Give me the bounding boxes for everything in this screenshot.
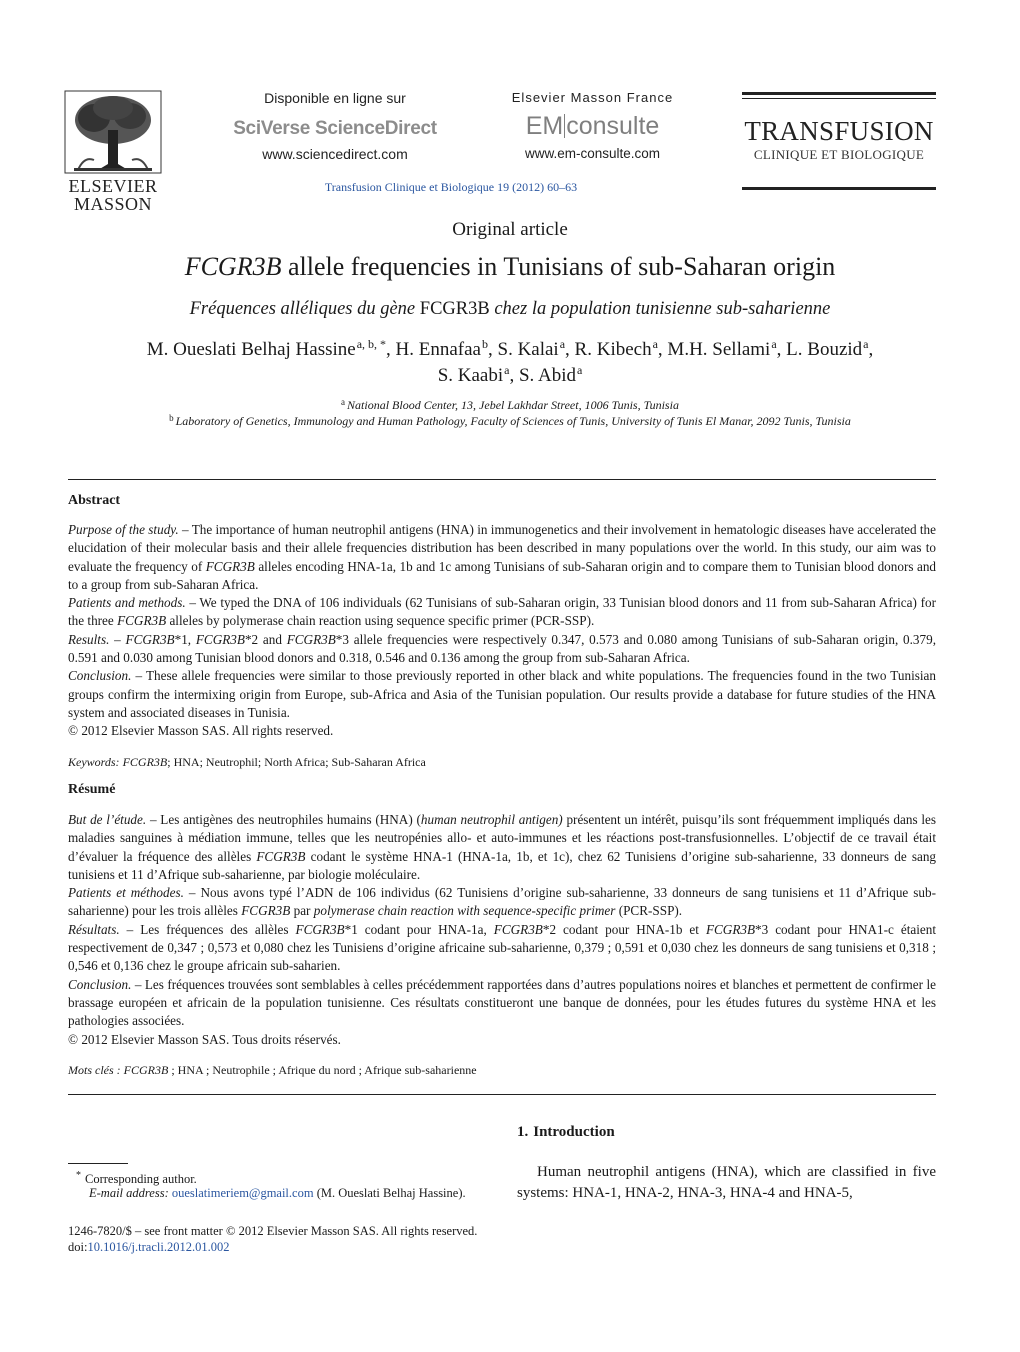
- author-affiliation-mark: a: [504, 363, 510, 377]
- affiliation-text: National Blood Center, 13, Jebel Lakhdar Street, 1006 Tunis, Tunisia: [347, 398, 679, 412]
- affiliation-mark: b: [169, 413, 174, 423]
- email-owner: (M. Oueslati Belhaj Hassine).: [313, 1186, 466, 1200]
- journal-logo: [742, 92, 936, 192]
- author-affiliation-mark: a: [559, 337, 566, 351]
- italic-run: human neutrophil antigen): [420, 812, 563, 827]
- article-title: [60, 252, 960, 282]
- consulte-logo-part: consulte: [566, 112, 660, 140]
- abstract-bottom-rule: [68, 1094, 936, 1095]
- sciencedirect-link[interactable]: www.sciencedirect.com: [262, 146, 408, 162]
- author-affiliation-mark: a: [863, 337, 869, 351]
- affiliation-b: [60, 413, 960, 429]
- doi-note: [68, 1240, 229, 1255]
- author-name: S. Kalai: [497, 339, 559, 360]
- masson-wordmark: MASSON: [73, 194, 153, 214]
- tree-emblem-icon: [64, 90, 162, 174]
- text-run: *3 allele frequencies were respectively 0.347, 0.573 and 0.080 among Tunisians of sub-Saharan origin, 0.379, 0.591 and 0.030 among Tunisian blood donors and 0.318, 0.546 and 0.136 among the group from sub-Saharan Africa.: [68, 631, 937, 666]
- paragraph: [68, 631, 936, 668]
- italic-run: Résultats.: [68, 921, 120, 937]
- section-title: Introduction: [533, 1124, 615, 1140]
- mots-cles: [68, 1063, 936, 1078]
- author-name: R. Kibech: [574, 339, 652, 360]
- keywords-list: [123, 755, 426, 769]
- journal-rule-top-thin: [742, 98, 936, 99]
- article-type: Original article: [452, 219, 568, 240]
- email-link[interactable]: oueslatimeriem@gmail.com: [171, 1186, 314, 1200]
- italic-run: FCGR3B: [493, 921, 543, 937]
- text-run: – The importance of human neutrophil antigens (HNA) in immunogenetics and their involvement in hematologic diseases have accelerated the elucidation of their molecular basis and their allele frequencies distribution has been described in many populations over the world. In this study, our aim was to evaluate the frequency of: [68, 522, 936, 574]
- italic-run: FCGR3B: [286, 631, 336, 647]
- text-run: (PCR-SSP).: [615, 903, 683, 919]
- author-name: H. Ennafaa: [395, 339, 481, 360]
- italic-run: FCGR3B: [205, 558, 255, 574]
- elsevier-masson-logo: [64, 90, 162, 212]
- paragraph: [68, 921, 936, 976]
- title-text: allele frequencies in Tunisians of sub-Saharan origin: [281, 252, 836, 281]
- title-gene-name: FCGR3B: [184, 252, 282, 281]
- title-fr-gene-name: FCGR3B: [419, 299, 490, 319]
- text-run: – Les fréquences trouvées sont semblables à celles précédemment rapportées dans d’autres populations noires et blanches et permettent de confirmer le brassage européen et africain de la population tunisienne. Ces résultats constitueront une banque de données, pour les études futures du système HNA et les pathologies associées.: [68, 976, 936, 1029]
- author-affiliation-mark: a: [652, 337, 658, 351]
- journal-rule-bottom: [742, 187, 936, 190]
- keywords-label: Keywords:: [68, 755, 120, 769]
- email-label: E-mail address:: [89, 1186, 169, 1200]
- journal-citation-link[interactable]: Transfusion Clinique et Biologique 19 (2012) 60–63: [324, 180, 578, 194]
- italic-run: Patients et méthodes.: [68, 885, 184, 901]
- text-run: *2 codant pour HNA-1b et: [542, 921, 706, 937]
- italic-run: FCGR3B: [117, 613, 167, 629]
- section-number: 1.: [517, 1124, 529, 1140]
- abstract-heading: Abstract: [68, 493, 121, 508]
- italic-run: Patients and methods.: [68, 595, 186, 611]
- text-run: ; HNA; Neutrophil; North Africa; Sub-Saharan Africa: [167, 755, 426, 769]
- paragraph: [68, 594, 936, 631]
- author-list-line-1: [60, 337, 960, 361]
- author-separator: ,: [776, 339, 787, 360]
- introduction-text: Human neutrophil antigens (HNA), which are classified in five systems: HNA-1, HNA-2, HNA-3, HNA-4 and HNA-5,: [517, 1164, 936, 1201]
- author-separator: ,: [386, 339, 396, 360]
- italic-run: FCGR3B: [195, 631, 245, 647]
- italic-run: FCGR3B: [241, 903, 291, 919]
- text-run: – We typed the DNA of 106 individuals (62 Tunisians of sub-Saharan origin, 33 Tunisian blood donors and 11 from sub-Saharan Africa) for the three: [68, 595, 936, 629]
- text-run: – These allele frequencies were similar to those previously reported in other black and white populations. The frequencies found in the two Tunisian groups confirm the intermixing origin from Europe, sub-Africa and Asia of the Tunisian population. Our results provide a database for future studies of the HNA system and associated diseases in Tunisia.: [68, 668, 936, 720]
- text-run: *3 codant pour HNA1-c étaient respectivement de 0,347 ; 0,573 et 0,080 chez les Tunisiens d’origine africaine sub-saharienne, 0,379 ; 0,591 et 0,030 chez les donneurs de sang tunisiens et 0,318 ; 0,546 et 0,136 chez le groupe africain sub-saharien.: [68, 921, 937, 974]
- footnote-rule: [68, 1163, 128, 1164]
- email-note: [89, 1186, 466, 1201]
- em-consulte-logo: [495, 112, 690, 141]
- author-affiliation-mark: a: [576, 363, 583, 377]
- text-run: – Les antigènes des neutrophiles humains (HNA) (: [146, 812, 421, 827]
- text-run: ; HNA ; Neutrophile ; Afrique du nord ; Afrique sub-saharienne: [168, 1063, 477, 1077]
- article-title-french: [60, 299, 960, 320]
- italic-run: polymerase chain reaction with sequence-specific primer: [313, 903, 616, 919]
- author-affiliation-mark: b: [482, 337, 488, 351]
- paragraph: [68, 811, 936, 884]
- title-fr-part-2: chez la population tunisienne sub-saharienne: [489, 299, 831, 319]
- text-run: – Les fréquences des allèles: [119, 921, 296, 937]
- mots-cles-list: [124, 1063, 477, 1077]
- doi-label: doi:: [68, 1240, 88, 1254]
- author-affiliation-mark: a, b, *: [356, 337, 387, 351]
- text-run: codant le système HNA-1 (HNA-1a, 1b, et 1c), chez 62 Tunisiens d’origine sub-saharienne, 33 donneurs de sang tunisiens et 11 d’Afrique sub-saharienne, par biologie moléculaire.: [68, 848, 937, 882]
- text-run: *2 and: [244, 631, 287, 647]
- affiliation-mark: a: [341, 397, 346, 407]
- doi-link[interactable]: 10.1016/j.tracli.2012.01.002: [87, 1240, 230, 1254]
- front-matter-note: 1246-7820/$ – see front matter © 2012 Elsevier Masson SAS. All rights reserved.: [68, 1224, 478, 1238]
- resume-body: [68, 811, 936, 1049]
- author-affiliation-mark: a: [771, 337, 777, 351]
- resume-heading: Résumé: [68, 782, 116, 797]
- text-run: présentent un intérêt, puisqu’ils sont fréquemment impliqués dans les maladies sanguines à médiation immune, telles que les neutropénies allo- et auto-immunes et les réactions post-transfusionnelles. L’objectif de ce travail était d’évaluer la fréquence des allèles: [68, 812, 937, 864]
- italic-run: Results.: [68, 631, 110, 647]
- abstract-top-rule: [68, 479, 936, 480]
- italic-run: FCGR3B: [256, 848, 306, 864]
- text-run: alleles by polymerase chain reaction using sequence specific primer (PCR-SSP).: [166, 613, 595, 629]
- em-logo-part: EM: [525, 112, 564, 140]
- author-name: S. Abid: [518, 365, 576, 386]
- paragraph: [68, 722, 936, 740]
- author-separator: ,: [868, 339, 874, 360]
- affiliation-text: Laboratory of Genetics, Immunology and Human Pathology, Faculty of Sciences of Tunis, University of Tunis El Manar, 2092 Tunis, Tunisia: [175, 414, 851, 428]
- paragraph: [68, 976, 936, 1031]
- footnote-mark: *: [76, 1170, 81, 1181]
- affiliation-a: [60, 397, 960, 413]
- journal-title: TRANSFUSION: [744, 116, 934, 146]
- introduction-heading: [517, 1124, 620, 1141]
- text-run: © 2012 Elsevier Masson SAS. Tous droits réservés.: [68, 1031, 341, 1047]
- text-run: – Nous avons typé l’ADN de 106 individus (62 Tunisiens d’origine sub-saharienne, 33 donneurs de sang tunisiens et 11 d’Afrique sub-saharienne) pour les trois allèles: [68, 885, 936, 919]
- italic-run: FCGR3B: [123, 1063, 169, 1077]
- italic-run: But de l’étude.: [68, 812, 147, 827]
- text-run: *1 codant pour HNA-1a,: [344, 921, 494, 937]
- author-list-line-2: [60, 363, 960, 387]
- author-name: S. Kaabi: [437, 365, 504, 386]
- text-run: © 2012 Elsevier Masson SAS. All rights reserved.: [68, 723, 334, 739]
- author-name: M. Oueslati Belhaj Hassine: [146, 339, 356, 360]
- italic-run: FCGR3B: [295, 921, 345, 937]
- author-separator: ,: [565, 339, 575, 360]
- footnote-text: Corresponding author.: [85, 1172, 197, 1187]
- paragraph: [68, 1031, 936, 1049]
- italic-run: FCGR3B: [705, 921, 756, 937]
- corresponding-author-note: [76, 1170, 197, 1187]
- journal-subtitle: CLINIQUE ET BIOLOGIQUE: [753, 147, 925, 162]
- italic-run: FCGR3B: [125, 631, 175, 647]
- title-fr-part-1: Fréquences alléliques du gène: [189, 299, 420, 319]
- author-name: L. Bouzid: [786, 339, 863, 360]
- paragraph: [68, 521, 936, 594]
- text-run: alleles encoding HNA-1a, 1b and 1c among Tunisians of sub-Saharan origin and to compare them to Tunisian blood donors and to a group from sub-Saharan Africa.: [68, 558, 937, 592]
- mots-cles-label: Mots clés :: [68, 1063, 121, 1077]
- paragraph: [68, 884, 936, 921]
- journal-rule-top: [742, 92, 936, 95]
- text-run: *1,: [174, 631, 196, 647]
- keywords: [68, 755, 936, 770]
- author-separator: ,: [657, 339, 668, 360]
- italic-run: Purpose of the study.: [68, 522, 179, 537]
- sciencedirect-availability-label: Disponible en ligne sur: [264, 90, 406, 106]
- italic-run: Conclusion.: [68, 976, 132, 992]
- text-run: par: [290, 903, 314, 919]
- italic-run: Conclusion.: [68, 668, 132, 684]
- sciencedirect-logo: SciVerse ScienceDirect: [233, 118, 437, 139]
- abstract-body: [68, 521, 936, 741]
- em-consulte-link[interactable]: www.em-consulte.com: [524, 146, 661, 161]
- em-publisher-label: Elsevier Masson France: [511, 90, 674, 105]
- elsevier-wordmark: ELSEVIER: [68, 176, 158, 196]
- author-name: M.H. Sellami: [667, 339, 771, 360]
- author-separator: ,: [509, 365, 519, 386]
- italic-run: FCGR3B: [122, 755, 168, 769]
- paragraph: [68, 667, 936, 722]
- author-separator: ,: [488, 339, 498, 360]
- text-run: –: [109, 631, 126, 647]
